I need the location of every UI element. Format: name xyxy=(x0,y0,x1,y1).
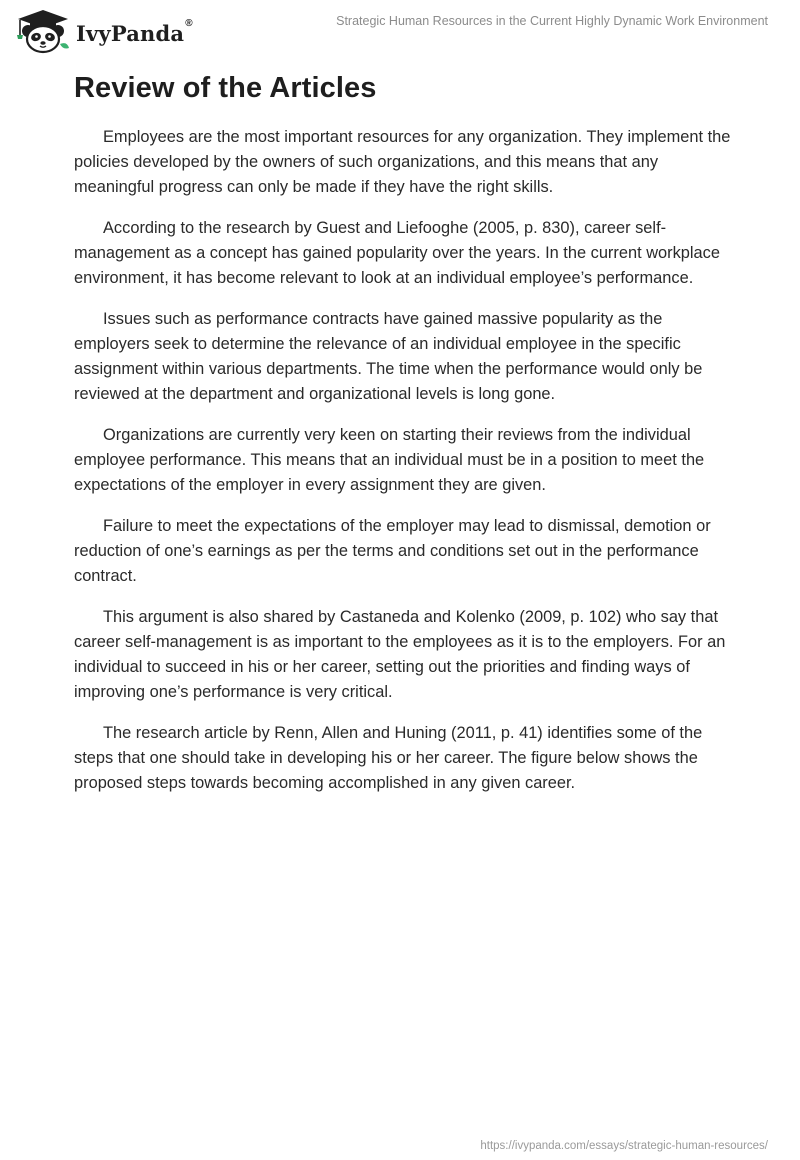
paragraph-2: According to the research by Guest and Liefooghe (2005, p. 830), career self-management as a concept has gained popularity over the years. In the current workplace environment, it has become relevant to look at an individual employee’s performance. xyxy=(74,219,720,287)
brand-name: IvyPanda® xyxy=(76,17,193,46)
paragraph-7: The research article by Renn, Allen and Huning (2011, p. 41) identifies some of the steps that one should take in developing his or her career. The figure below shows the proposed steps towards becoming accomplished in any given career. xyxy=(74,724,703,792)
paragraph-5: Failure to meet the expectations of the employer may lead to dismissal, demotion or reduction of one’s earnings as per the terms and conditions set out in the performance contract. xyxy=(74,517,711,585)
source-url-link[interactable]: https://ivypanda.com/essays/strategic-human-resources/ xyxy=(480,1140,768,1152)
paragraph-1: Employees are the most important resources for any organization. They implement the policies developed by the owners of such organizations, and this means that any meaningful progress can only be made if they have the right skills. xyxy=(74,128,731,196)
document-title: Strategic Human Resources in the Current Highly Dynamic Work Environment xyxy=(336,14,768,28)
paragraph-6: This argument is also shared by Castaneda and Kolenko (2009, p. 102) who say that career self-management is as important to the employees as it is to the employers. For an individual to succeed in his or her career, setting out the priorities and finding ways of improving one’s performance is very critical. xyxy=(74,608,726,701)
panda-graduate-icon xyxy=(14,8,72,54)
registered-mark: ® xyxy=(185,17,193,29)
article-body xyxy=(74,72,734,812)
section-heading: Review of the Articles xyxy=(74,72,377,104)
page-header xyxy=(0,0,800,60)
paragraph-3: Issues such as performance contracts have gained massive popularity as the employers seek to determine the relevance of an individual employee in the specific assignment within various departments. The time when the performance would only be reviewed at the department and organizational levels is long gone. xyxy=(74,310,703,403)
paragraph-4: Organizations are currently very keen on starting their reviews from the individual employee performance. This means that an individual must be in a position to meet the expectations of the employer in every assignment they are given. xyxy=(74,426,705,494)
ivypanda-logo[interactable] xyxy=(14,8,193,54)
